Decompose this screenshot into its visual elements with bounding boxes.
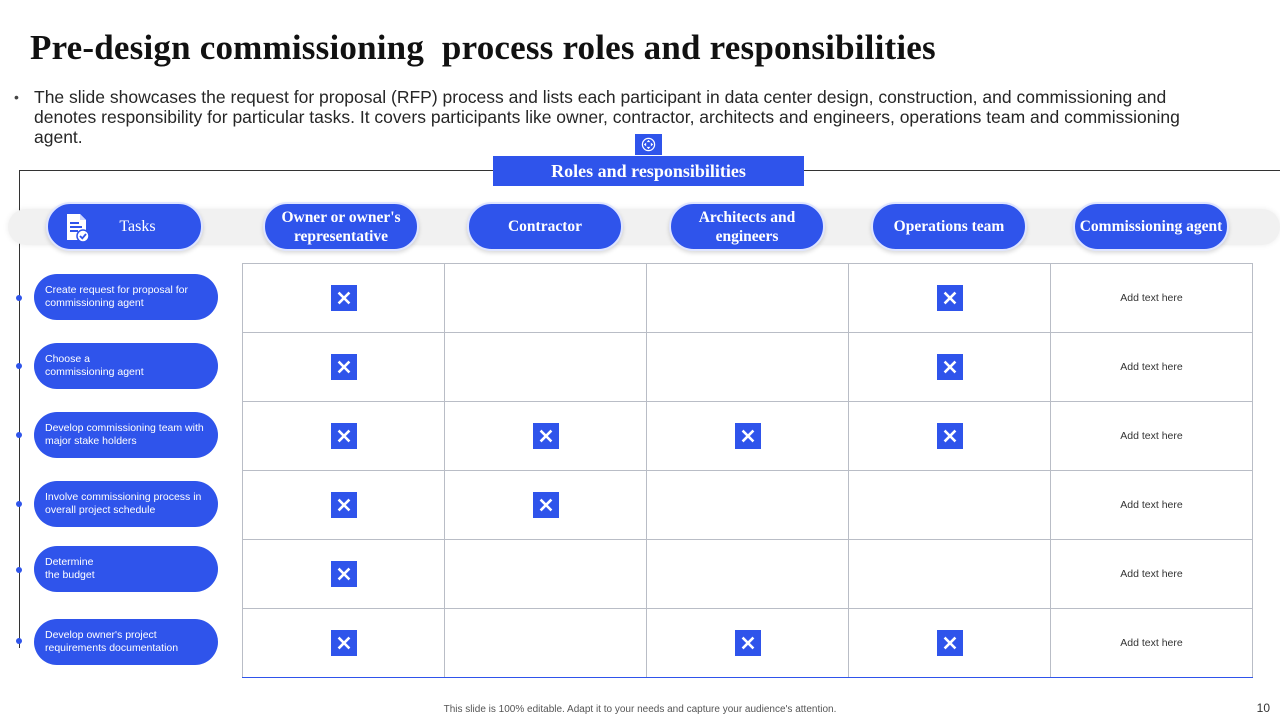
timeline-dot <box>16 295 22 301</box>
checkbox-marked-icon[interactable] <box>735 630 761 656</box>
move-icon[interactable] <box>635 134 662 155</box>
column-header-operations: Operations team <box>871 202 1027 251</box>
checkbox-marked-icon[interactable] <box>533 423 559 449</box>
frame-divider <box>804 170 1280 171</box>
tasks-label: Tasks <box>119 217 156 235</box>
checkbox-marked-icon[interactable] <box>331 492 357 518</box>
task-label: Involve commissioning process in overall project schedule <box>34 481 218 527</box>
timeline-dot <box>16 638 22 644</box>
agent-text-cell: Add text here <box>1051 540 1253 609</box>
matrix-cell <box>647 402 849 471</box>
matrix-row <box>243 264 1253 333</box>
column-header-architects: Architects and engineers <box>669 202 825 251</box>
matrix-cell <box>243 609 445 678</box>
checkbox-marked-icon[interactable] <box>937 630 963 656</box>
matrix-row <box>243 471 1253 540</box>
matrix-cell <box>849 609 1051 678</box>
timeline-dot <box>16 501 22 507</box>
matrix-cell <box>849 402 1051 471</box>
matrix-cell <box>647 471 849 540</box>
matrix-row <box>243 540 1253 609</box>
task-label: Choose a commissioning agent <box>34 343 218 389</box>
agent-text-cell: Add text here <box>1051 264 1253 333</box>
frame-divider <box>19 170 493 171</box>
matrix-cell <box>243 333 445 402</box>
checkbox-marked-icon[interactable] <box>331 423 357 449</box>
checkbox-marked-icon[interactable] <box>331 561 357 587</box>
matrix-cell <box>445 471 647 540</box>
column-header-agent: Commissioning agent <box>1073 202 1229 251</box>
matrix-cell <box>243 471 445 540</box>
matrix-cell <box>849 264 1051 333</box>
matrix-row <box>243 402 1253 471</box>
task-label: Develop commissioning team with major stake holders <box>34 412 218 458</box>
matrix-cell <box>243 402 445 471</box>
footer-note: This slide is 100% editable. Adapt it to your needs and capture your audience's attention. <box>443 704 837 715</box>
matrix-cell <box>243 264 445 333</box>
tasks-header <box>46 202 203 251</box>
matrix-cell <box>445 333 647 402</box>
checkbox-marked-icon[interactable] <box>533 492 559 518</box>
matrix-cell <box>849 333 1051 402</box>
column-header-owner: Owner or owner's representative <box>263 202 419 251</box>
checkbox-marked-icon[interactable] <box>331 354 357 380</box>
checkbox-marked-icon[interactable] <box>937 354 963 380</box>
agent-text-cell: Add text here <box>1051 333 1253 402</box>
page-number: 10 <box>1256 701 1270 715</box>
matrix-row <box>243 609 1253 678</box>
matrix-cell <box>445 540 647 609</box>
matrix-cell <box>647 540 849 609</box>
description-text: The slide showcases the request for proposal (RFP) process and lists each participant in data center design, construction, and commissioning and denotes responsibility for particular tasks. It covers participants like owner, contractor, architects and engineers, operations team and commissioning agent. <box>34 87 1180 147</box>
matrix-cell <box>445 402 647 471</box>
task-label: Develop owner's project requirements documentation <box>34 619 218 665</box>
checkbox-marked-icon[interactable] <box>331 630 357 656</box>
section-title-banner: Roles and responsibilities <box>493 156 804 186</box>
checkbox-marked-icon[interactable] <box>735 423 761 449</box>
document-check-icon <box>64 213 90 243</box>
checkbox-marked-icon[interactable] <box>937 423 963 449</box>
slide-description <box>14 87 1224 147</box>
matrix-cell <box>445 264 647 333</box>
matrix-cell <box>243 540 445 609</box>
matrix-cell <box>647 333 849 402</box>
slide-title: Pre-design commissioning process roles and responsibilities <box>30 28 936 67</box>
matrix-cell <box>647 264 849 333</box>
agent-text-cell: Add text here <box>1051 402 1253 471</box>
task-label: Create request for proposal for commissioning agent <box>34 274 218 320</box>
task-label: Determine the budget <box>34 546 218 592</box>
checkbox-marked-icon[interactable] <box>937 285 963 311</box>
matrix-cell <box>647 609 849 678</box>
responsibility-matrix <box>242 263 1253 678</box>
matrix-cell <box>849 471 1051 540</box>
matrix-row <box>243 333 1253 402</box>
timeline-dot <box>16 567 22 573</box>
checkbox-marked-icon[interactable] <box>331 285 357 311</box>
agent-text-cell: Add text here <box>1051 609 1253 678</box>
matrix-cell <box>445 609 647 678</box>
column-header-contractor: Contractor <box>467 202 623 251</box>
agent-text-cell: Add text here <box>1051 471 1253 540</box>
matrix-cell <box>849 540 1051 609</box>
timeline-dot <box>16 363 22 369</box>
bullet: • <box>14 89 19 105</box>
timeline-dot <box>16 432 22 438</box>
